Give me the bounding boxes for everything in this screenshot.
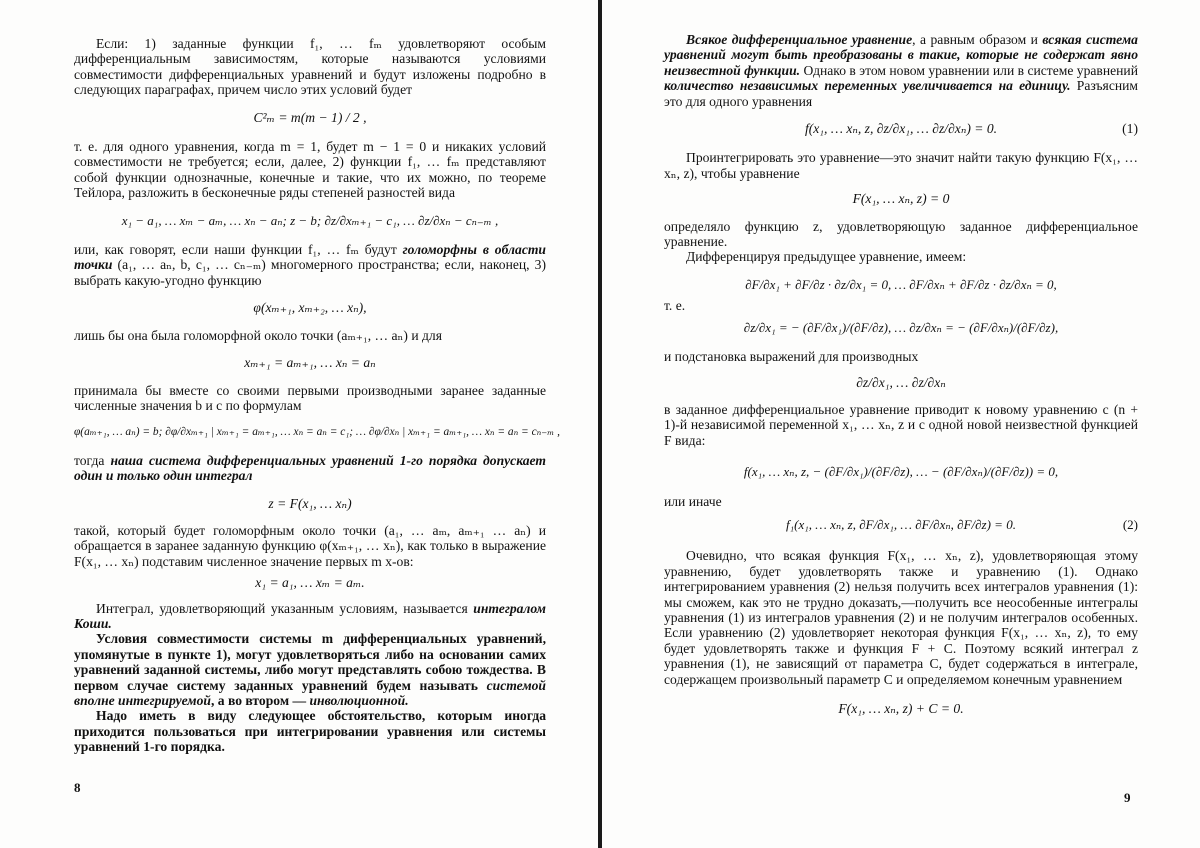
left-paragraph-5: принимала бы вместе со своими первыми производными заранее заданные численные значения b и c по формулам — [74, 382, 546, 413]
right-paragraph-1-italic-1: Всякое дифференциальное уравнение — [686, 32, 913, 47]
right-equation-F: F(x₁, … xₙ, z) = 0 — [852, 191, 950, 207]
left-paragraph-8-italic: интегралом Коши. — [74, 600, 546, 631]
left-equation-differences: x₁ − a₁, … xₘ − aₘ, … xₙ − aₙ; z − b; ∂z/∂xₘ₊₁ − c₁, … ∂z/∂xₙ − cₙ₋ₘ , — [121, 212, 499, 228]
right-or-else: или иначе — [664, 493, 722, 509]
left-paragraph-1: Если: 1) заданные функции f₁, … fₘ удовлетворяют особым дифференциальным зависимостям, которые называются условиями совместимости дифференциальных уравнений и будут изложены подробно в следующих параграфах, причем число этих условий будет — [74, 36, 546, 98]
equation-number-1: (1) — [1122, 121, 1138, 137]
left-paragraph-9-italic-2: инволюционной. — [309, 693, 409, 708]
right-page-number: 9 — [1124, 790, 1131, 805]
left-page-text — [74, 36, 560, 755]
left-equation-integral: z = F(x₁, … xₙ) — [268, 495, 352, 511]
right-page — [602, 0, 1200, 848]
right-paragraph-5: и подстановка выражений для производных — [664, 349, 919, 365]
left-paragraph-3: или, как говорят, если наши функции f₁, … fₘ будут голоморфны в области точки (a₁, … aₙ, b, c₁, … cₙ₋ₘ) многомерного пространства; если, наконец, 3) выбрать какую-угодно функцию — [74, 242, 546, 288]
left-paragraph-10: Надо иметь в виду следующее обстоятельство, которым иногда приходится пользоваться при интегрировании уравнения или системы уравнений 1-го порядка. — [74, 708, 546, 755]
left-paragraph-7: такой, который будет голоморфным около точки (a₁, … aₘ, aₘ₊₁ … aₙ) и обращается в заранее заданную функцию φ(xₘ₊₁, … xₙ), как только в выражение F(x₁, … xₙ) подставим численное значение первых m x-ов: — [74, 522, 546, 569]
right-equation-differentiation: ∂F/∂x₁ + ∂F/∂z · ∂z/∂x₁ = 0, … ∂F/∂xₙ + ∂F/∂z · ∂z/∂xₙ = 0, — [745, 276, 1057, 292]
left-paragraph-4: лишь бы она была голоморфной около точки (aₘ₊₁, … aₙ) и для — [74, 327, 442, 343]
left-paragraph-6-italic: наша система дифференциальных уравнений 1-го порядка допускает один и только один интеграл — [74, 452, 546, 484]
right-paragraph-3: определяло функцию z, удовлетворяющую заданное дифференциальное уравнение. — [664, 218, 1138, 250]
right-paragraph-6: в заданное дифференциальное уравнение приводит к новому уравнению с (n + 1)-й независимой переменной x₁, … xₙ, z и с одной новой неизвестной функцией F вида: — [664, 401, 1138, 448]
left-paragraph-3-italic: голоморфны в области точки — [74, 242, 546, 273]
right-equation-new: f(x₁, … xₙ, z, − (∂F/∂x₁)/(∂F/∂z), … − (∂F/∂xₙ)/(∂F/∂z)) = 0, — [743, 464, 1059, 480]
left-equation-conditions: φ(aₘ₊₁, … aₙ) = b; ∂φ/∂xₘ₊₁ | xₘ₊₁ = aₘ₊₁, … xₙ = aₙ = c₁; … ∂φ/∂xₙ | xₘ₊₁ = aₘ₊₁, … xₙ = aₙ = cₙ₋ₘ , — [74, 426, 560, 439]
right-te-label: т. е. — [664, 298, 686, 314]
left-page-number: 8 — [74, 780, 81, 795]
right-equation-1: f(x₁, … xₙ, z, ∂z/∂x₁, … ∂z/∂xₙ) = 0. (1) — [804, 121, 1138, 137]
left-paragraph-6: тогда наша система дифференциальных уравнений 1-го порядка допускает один и только один интеграл — [74, 452, 546, 484]
right-equation-final: F(x₁, … xₙ, z) + C = 0. — [838, 701, 964, 716]
right-paragraph-4: Дифференцируя предыдущее уравнение, имеем: — [686, 249, 967, 265]
left-equation-substitution: x₁ = a₁, … xₘ = aₘ. — [255, 575, 365, 591]
right-page-text — [664, 32, 1138, 716]
left-equation-phi: φ(xₘ₊₁, xₘ₊₂, … xₙ), — [253, 300, 367, 316]
left-paragraph-9: Условия совместимости системы m дифференциальных уравнений, упомянутые в пункте 1), могут удовлетворяться либо на основании самих уравнений заданной системы, либо могут представлять собою тождества. В первом случае систему заданных уравнений будем называть системой вполне интегрируемой, а во втором — инволюционной. — [74, 631, 546, 708]
right-paragraph-1: Всякое дифференциальное уравнение, а равным образом и всякая система уравнений могут быть преобразованы в такие, которые не содержат явно неизвестной функции. Однако в этом новом уравнении или в системе уравнений количество независимых переменных увеличивается на единицу. Разъясним это для одного уравнения — [664, 32, 1139, 109]
right-equation-2: f₁(x₁, … xₙ, z, ∂F/∂x₁, … ∂F/∂xₙ, ∂F/∂z) = 0. (2) — [786, 516, 1138, 532]
left-equation-point: xₘ₊₁ = aₘ₊₁, … xₙ = aₙ — [244, 355, 376, 371]
right-paragraph-1-italic-2: всякая система уравнений могут быть преобразованы в такие, которые не содержат явно неизвестной функции. — [664, 32, 1138, 78]
left-equation-count: C²ₘ = m(m − 1) / 2 , — [253, 109, 367, 125]
right-paragraph-7: Очевидно, что всякая функция F(x₁, … xₙ, z), удовлетворяющая этому уравнению, будет удовлетворять также и уравнению (1). Однако интегрированием уравнения (2) нельзя получить всех интегралов уравнения (1): мы сможем, как это не трудно доказать,—получить все неособенные интегралы уравнения (1) из интегралов уравнения (2) и не получим интегралов особенных. Если уравнению (2) удовлетворяет некоторая функция F(x₁, … xₙ, z), то ему будет удовлетворять также и функция F + C. Поэтому всякий интеграл z уравнения (1), не зависящий от параметра C, будет содержаться в интеграле, содержащем произвольный параметр C и определяемом конечным уравнением — [664, 548, 1138, 687]
left-paragraph-9-italic-1: системой вполне интегрируемой — [74, 677, 546, 708]
right-paragraph-2: Проинтегрировать это уравнение—это значит найти такую функцию F(x₁, … xₙ, z), чтобы уравнение — [664, 150, 1138, 181]
left-paragraph-8: Интеграл, удовлетворяющий указанным условиям, называется интегралом Коши. — [74, 600, 546, 631]
left-paragraph-2: т. е. для одного уравнения, когда m = 1, будет m − 1 = 0 и никаких условий совместимости не требуется; если, далее, 2) функции f₁, … fₘ представляют собой функции однозначные, конечные и такие, что их можно, по теореме Тейлора, разложить в бесконечные ряды степеней разностей вида — [74, 139, 546, 201]
right-equation-derivatives: ∂z/∂x₁, … ∂z/∂xₙ — [856, 374, 946, 390]
right-equation-ratio: ∂z/∂x₁ = − (∂F/∂x₁)/(∂F/∂z), … ∂z/∂xₙ = − (∂F/∂xₙ)/(∂F/∂z), — [743, 319, 1059, 335]
left-page — [0, 0, 598, 848]
right-paragraph-1-italic-3: количество независимых переменных увеличивается на единицу. — [664, 78, 1071, 94]
equation-number-2: (2) — [1122, 516, 1138, 532]
